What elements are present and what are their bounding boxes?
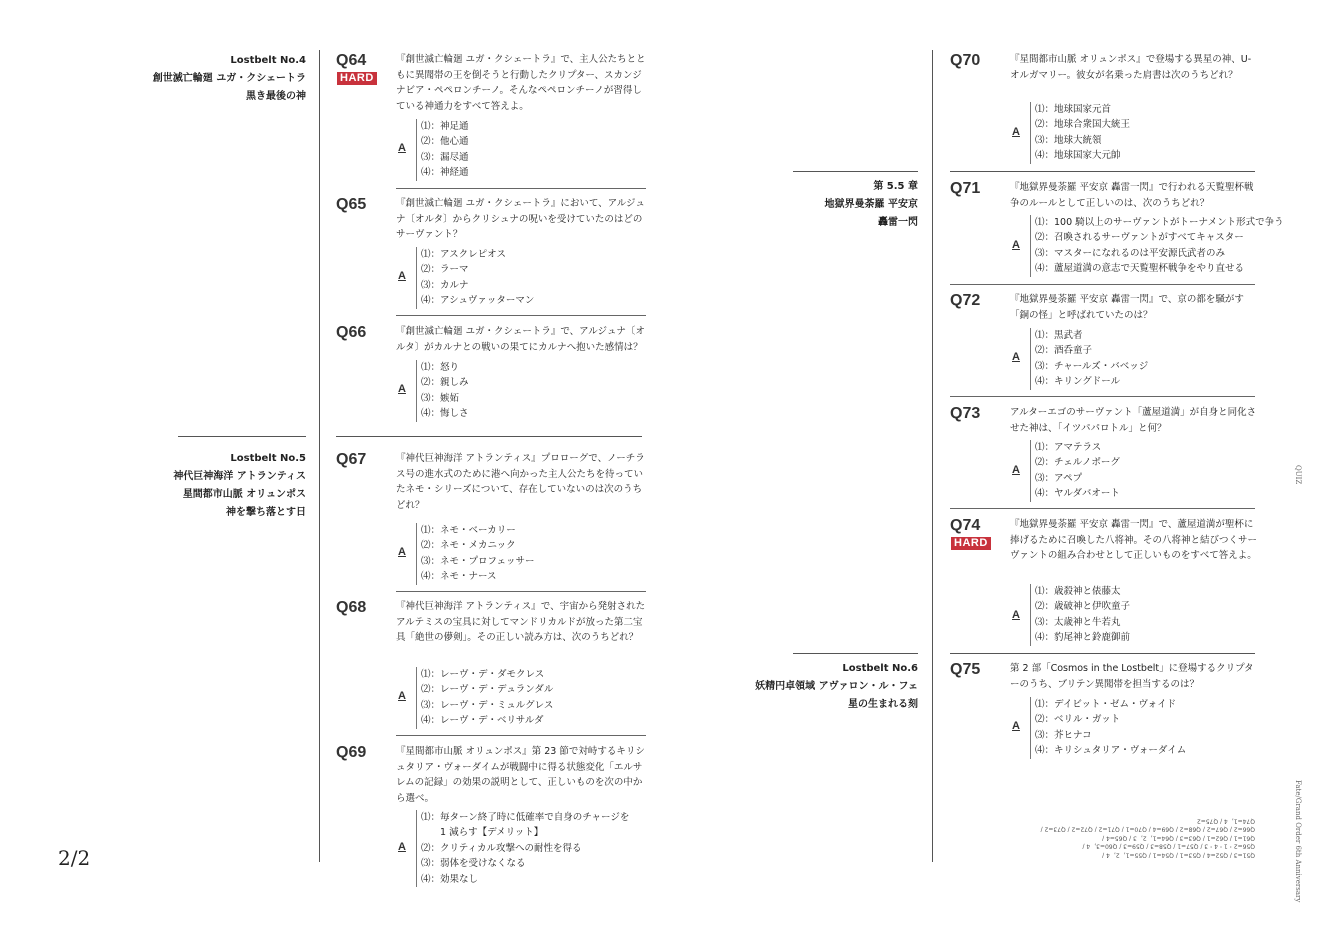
question-number: Q74	[950, 517, 981, 534]
choice: ⑴：レーヴ・デ・ダモクレス	[421, 669, 545, 680]
answer-label: A	[1012, 351, 1020, 363]
question-q72	[950, 292, 1260, 392]
question-text: 『創世滅亡輪廻 ユガ・クシェートラ』で、主人公たちとともに異聞帯の王を倒そうと行動したクリプター、スカンジナビア・ペペロンチーノ。そんなペペロンチーノが習得している神通力をすべて答えよ。	[396, 54, 646, 112]
choice: ⑴：アスクレピオス	[421, 249, 507, 260]
chapter-subtitle: 神を撃ち落とす日	[226, 507, 306, 518]
choice: 1 減らす【デメリット】	[421, 827, 544, 839]
answers-footnote	[1030, 816, 1255, 859]
choice: ⑶：レーヴ・デ・ミュルグレス	[421, 699, 554, 711]
margin-label-title: Fate/Grand Order 6th Anniversary	[1294, 780, 1302, 903]
choice: ⑴：歳殺神と俵藤太	[1035, 586, 1121, 597]
chapter-divider	[178, 436, 306, 437]
choice: ⑴：毎ターン終了時に低確率で自身のチャージを	[421, 812, 630, 823]
column-divider	[319, 50, 320, 862]
question-number: Q65	[336, 196, 367, 213]
answer-label: A	[1012, 720, 1020, 732]
question-text: 『地獄界曼荼羅 平安京 轟雷一閃』で、京の都を騒がす「銅の怪」と呼ばれていたのは？	[1010, 294, 1244, 321]
chapter-subtitle: 黒き最後の神	[246, 91, 306, 102]
choice-list	[416, 523, 535, 585]
choice: ⑷：悔しさ	[421, 408, 469, 420]
page-number: 2/2	[58, 846, 91, 870]
answers-line: Q61=1 / Q62=1 / Q63=3 / Q64=1，2，3 / Q65=4 /	[1102, 834, 1255, 842]
choice: ⑷：効果なし	[421, 873, 479, 885]
choice-list	[416, 247, 534, 309]
answer-label: A	[1012, 464, 1020, 476]
choice: ⑴：地球国家元首	[1035, 104, 1112, 115]
choice: ⑵：ネモ・メカニック	[421, 540, 516, 552]
choice: ⑴：怒り	[421, 362, 460, 373]
choice: ⑶：マスターになれるのは平安源氏武者のみ	[1035, 247, 1226, 259]
chapter-title: Lostbelt No.5	[230, 453, 306, 464]
choice-list	[416, 667, 553, 729]
choice: ⑵：歳破神と伊吹童子	[1035, 601, 1131, 613]
choice-list	[1030, 440, 1120, 502]
question-divider	[396, 315, 646, 316]
question-q74	[950, 517, 1260, 647]
question-text: 『神代巨神海洋 アトランティス』プロローグで、ノーチラス号の進水式のために港へ向かった主人公たちを待っていたネモ・シリーズについて、存在していないのは次のうちどれ？	[396, 453, 645, 511]
choice: ⑶：漏尽通	[421, 151, 469, 163]
choice: ⑴：100 騎以上のサーヴァントがトーナメント形式で争う	[1035, 217, 1284, 228]
chapter-subtitle: 轟雷一閃	[878, 217, 918, 228]
question-q67	[336, 451, 646, 586]
choice: ⑵：クリティカル攻撃への耐性を得る	[421, 842, 582, 854]
chapter-title: Lostbelt No.4	[230, 55, 306, 66]
choice: ⑷：蘆屋道満の意志で天覧聖杯戦争をやり直せる	[1035, 263, 1245, 275]
choice-list	[416, 119, 469, 181]
hard-badge: HARD	[951, 537, 991, 550]
answer-label: A	[398, 690, 406, 702]
chapter-subtitle: 創世滅亡輪廻 ユガ・クシェートラ	[152, 73, 306, 84]
question-divider	[396, 735, 646, 736]
choice: ⑶：地球大統領	[1035, 134, 1102, 146]
choice-list	[416, 810, 629, 887]
choice: ⑷：豹尾神と鈴鹿御前	[1035, 632, 1131, 644]
choice-list	[416, 360, 469, 422]
choice: ⑶：嫉妬	[421, 392, 460, 404]
answer-label: A	[398, 383, 406, 395]
section-divider	[336, 436, 642, 437]
choice: ⑴：アマテラス	[1035, 442, 1102, 453]
choice: ⑵：ベリル・ガット	[1035, 714, 1121, 726]
section-divider	[950, 653, 1255, 654]
choice: ⑶：カルナ	[421, 279, 469, 291]
question-q75	[950, 661, 1260, 761]
choice-list	[1030, 215, 1284, 277]
hard-badge: HARD	[337, 72, 377, 85]
question-text: 『神代巨神海洋 アトランティス』で、宇宙から発射されたアルテミスの宝具に対してマンドリカルドが放った第二宝具「絶世の儚剣」。その正しい読み方は、次のうちどれ？	[396, 601, 646, 643]
choice: ⑴：神足通	[421, 121, 469, 132]
answer-label: A	[1012, 239, 1020, 251]
answers-line: Q56=2・1・4・3 / Q57=1 / Q58=3 / Q59=3 / Q60=3，4 /	[1082, 843, 1255, 850]
choice: ⑵：酒呑童子	[1035, 345, 1093, 357]
column-divider	[932, 50, 933, 862]
question-number: Q70	[950, 52, 981, 69]
question-q65	[336, 196, 646, 311]
chapter-divider	[793, 653, 918, 654]
choice: ⑷：ネモ・ナース	[421, 571, 497, 583]
question-text: 『星間都市山脈 オリュンポス』で登場する異星の神、U- オルガマリー。彼女が名乗った肩書は次のうちどれ？	[1010, 54, 1252, 81]
question-text: 『創世滅亡輪廻 ユガ・クシェートラ』において、アルジュナ〔オルタ〕からクリシュナの呪いを受けていたのはどのサーヴァント？	[396, 198, 645, 240]
choice: ⑵：ラーマ	[421, 264, 469, 276]
choice: ⑵：チェルノボーグ	[1035, 457, 1120, 469]
question-text: 第 2 部「Cosmos in the Lostbelt」に登場するクリプターのうち、ブリテン異聞帯を担当するのは？	[1010, 663, 1254, 690]
choice: ⑵：レーヴ・デ・デュランダル	[421, 684, 554, 696]
question-text: 『地獄界曼荼羅 平安京 轟雷一閃』で行われる天覧聖杯戦争のルールとして正しいのは、次のうちどれ？	[1010, 182, 1254, 209]
answer-label: A	[398, 142, 406, 154]
answers-line: Q66=2 / Q67=2 / Q68=2 / Q69=4 / Q70=1 / Q71=2 / Q72=2 / Q73=2 /	[1040, 826, 1255, 833]
section-divider	[950, 171, 1255, 172]
choice: ⑶：弱体を受けなくなる	[421, 858, 526, 870]
answer-label: A	[398, 270, 406, 282]
question-number: Q69	[336, 744, 367, 761]
choice: ⑵：召喚されるサーヴァントがすべてキャスター	[1035, 232, 1244, 244]
question-q73	[950, 405, 1260, 505]
choice: ⑷：神経通	[421, 167, 469, 179]
question-divider	[950, 508, 1255, 509]
choice-list	[1030, 102, 1130, 164]
choice: ⑶：ネモ・プロフェッサー	[421, 555, 535, 567]
question-q64	[336, 52, 646, 187]
choice: ⑷：地球国家大元帥	[1035, 150, 1121, 162]
margin-label-quiz: QUIZ	[1294, 465, 1302, 485]
choice: ⑶：太歳神と牛若丸	[1035, 616, 1121, 628]
question-number: Q73	[950, 405, 981, 422]
chapter-subtitle: 地獄界曼荼羅 平安京	[824, 199, 918, 210]
question-text: 『星間都市山脈 オリュンポス』第 23 節で対峙するキリシュタリア・ヴォーダイムが戦闘中に得る状態変化「エルサレムの記録」の効果の説明として、正しいものを次の中から選べ。	[396, 746, 645, 804]
answer-label: A	[1012, 126, 1020, 138]
choice: ⑶：チャールズ・バベッジ	[1035, 360, 1149, 372]
choice: ⑷：レーヴ・デ・ベリサルダ	[421, 715, 544, 727]
choice: ⑴：デイビット・ゼム・ヴォイド	[1035, 699, 1177, 710]
chapter-5-5	[825, 178, 918, 232]
answers-line: Q51=3 / Q52=4 / Q53=1 / Q54=1 / Q55=1，2，4 /	[1102, 851, 1255, 859]
question-number: Q75	[950, 661, 981, 678]
choice-list	[1030, 697, 1186, 759]
question-text: 『地獄界曼荼羅 平安京 轟雷一閃』で、蘆屋道満が聖杯に捧げるために召喚した八将神。その八将神と結びつくサーヴァントの組み合わせとして正しいものをすべて答えよ。	[1010, 519, 1258, 561]
question-number: Q66	[336, 324, 367, 341]
chapter-lostbelt-4	[153, 52, 306, 106]
question-number: Q64	[336, 52, 367, 69]
chapter-lostbelt-5	[173, 450, 306, 522]
question-divider	[396, 591, 646, 592]
choice: ⑶：アペプ	[1035, 472, 1083, 484]
choice-list	[1030, 584, 1130, 646]
choice: ⑵：親しみ	[421, 377, 469, 389]
chapter-title: 第 5.5 章	[873, 181, 918, 192]
choice: ⑶：芥ヒナコ	[1035, 729, 1092, 741]
chapter-subtitle: 神代巨神海洋 アトランティス	[173, 471, 306, 482]
choice: ⑵：他心通	[421, 136, 469, 148]
question-number: Q71	[950, 180, 981, 197]
choice: ⑷：キリングドール	[1035, 376, 1121, 388]
question-divider	[950, 284, 1255, 285]
chapter-subtitle: 星間都市山脈 オリュンポス	[182, 489, 306, 500]
chapter-subtitle: 星の生まれる刻	[848, 699, 918, 710]
choice-list	[1030, 328, 1148, 390]
question-q69	[336, 744, 646, 889]
choice: ⑷：アシュヴァッターマン	[421, 295, 535, 307]
answers-line: Q74=1，4 / Q75=2	[1196, 817, 1255, 825]
question-number: Q72	[950, 292, 981, 309]
choice: ⑷：ヤルダバオート	[1035, 488, 1120, 500]
choice: ⑴：ネモ・ベーカリー	[421, 525, 516, 536]
answer-label: A	[1012, 609, 1020, 621]
chapter-title: Lostbelt No.6	[842, 663, 918, 674]
choice: ⑴：黒武者	[1035, 330, 1083, 341]
question-number: Q68	[336, 599, 367, 616]
chapter-lostbelt-6	[755, 660, 918, 714]
chapter-divider	[793, 171, 918, 172]
question-q70	[950, 52, 1260, 167]
question-q71	[950, 180, 1284, 280]
answer-label: A	[398, 546, 406, 558]
choice: ⑵：地球合衆国大統王	[1035, 119, 1131, 131]
question-text: アルターエゴのサーヴァント「蘆屋道満」が自身と同化させた神は、「イツパパロトル」と何？	[1010, 407, 1257, 434]
question-divider	[396, 188, 646, 189]
question-divider	[950, 396, 1255, 397]
question-q66	[336, 324, 646, 429]
answer-label: A	[398, 841, 406, 853]
chapter-subtitle: 妖精円卓領域 アヴァロン・ル・フェ	[755, 681, 918, 692]
question-q68	[336, 599, 646, 734]
question-number: Q67	[336, 451, 367, 468]
question-text: 『創世滅亡輪廻 ユガ・クシェートラ』で、アルジュナ〔オルタ〕がカルナとの戦いの果てにカルナへ抱いた感情は？	[396, 326, 645, 353]
choice: ⑷：キリシュタリア・ヴォーダイム	[1035, 745, 1187, 757]
